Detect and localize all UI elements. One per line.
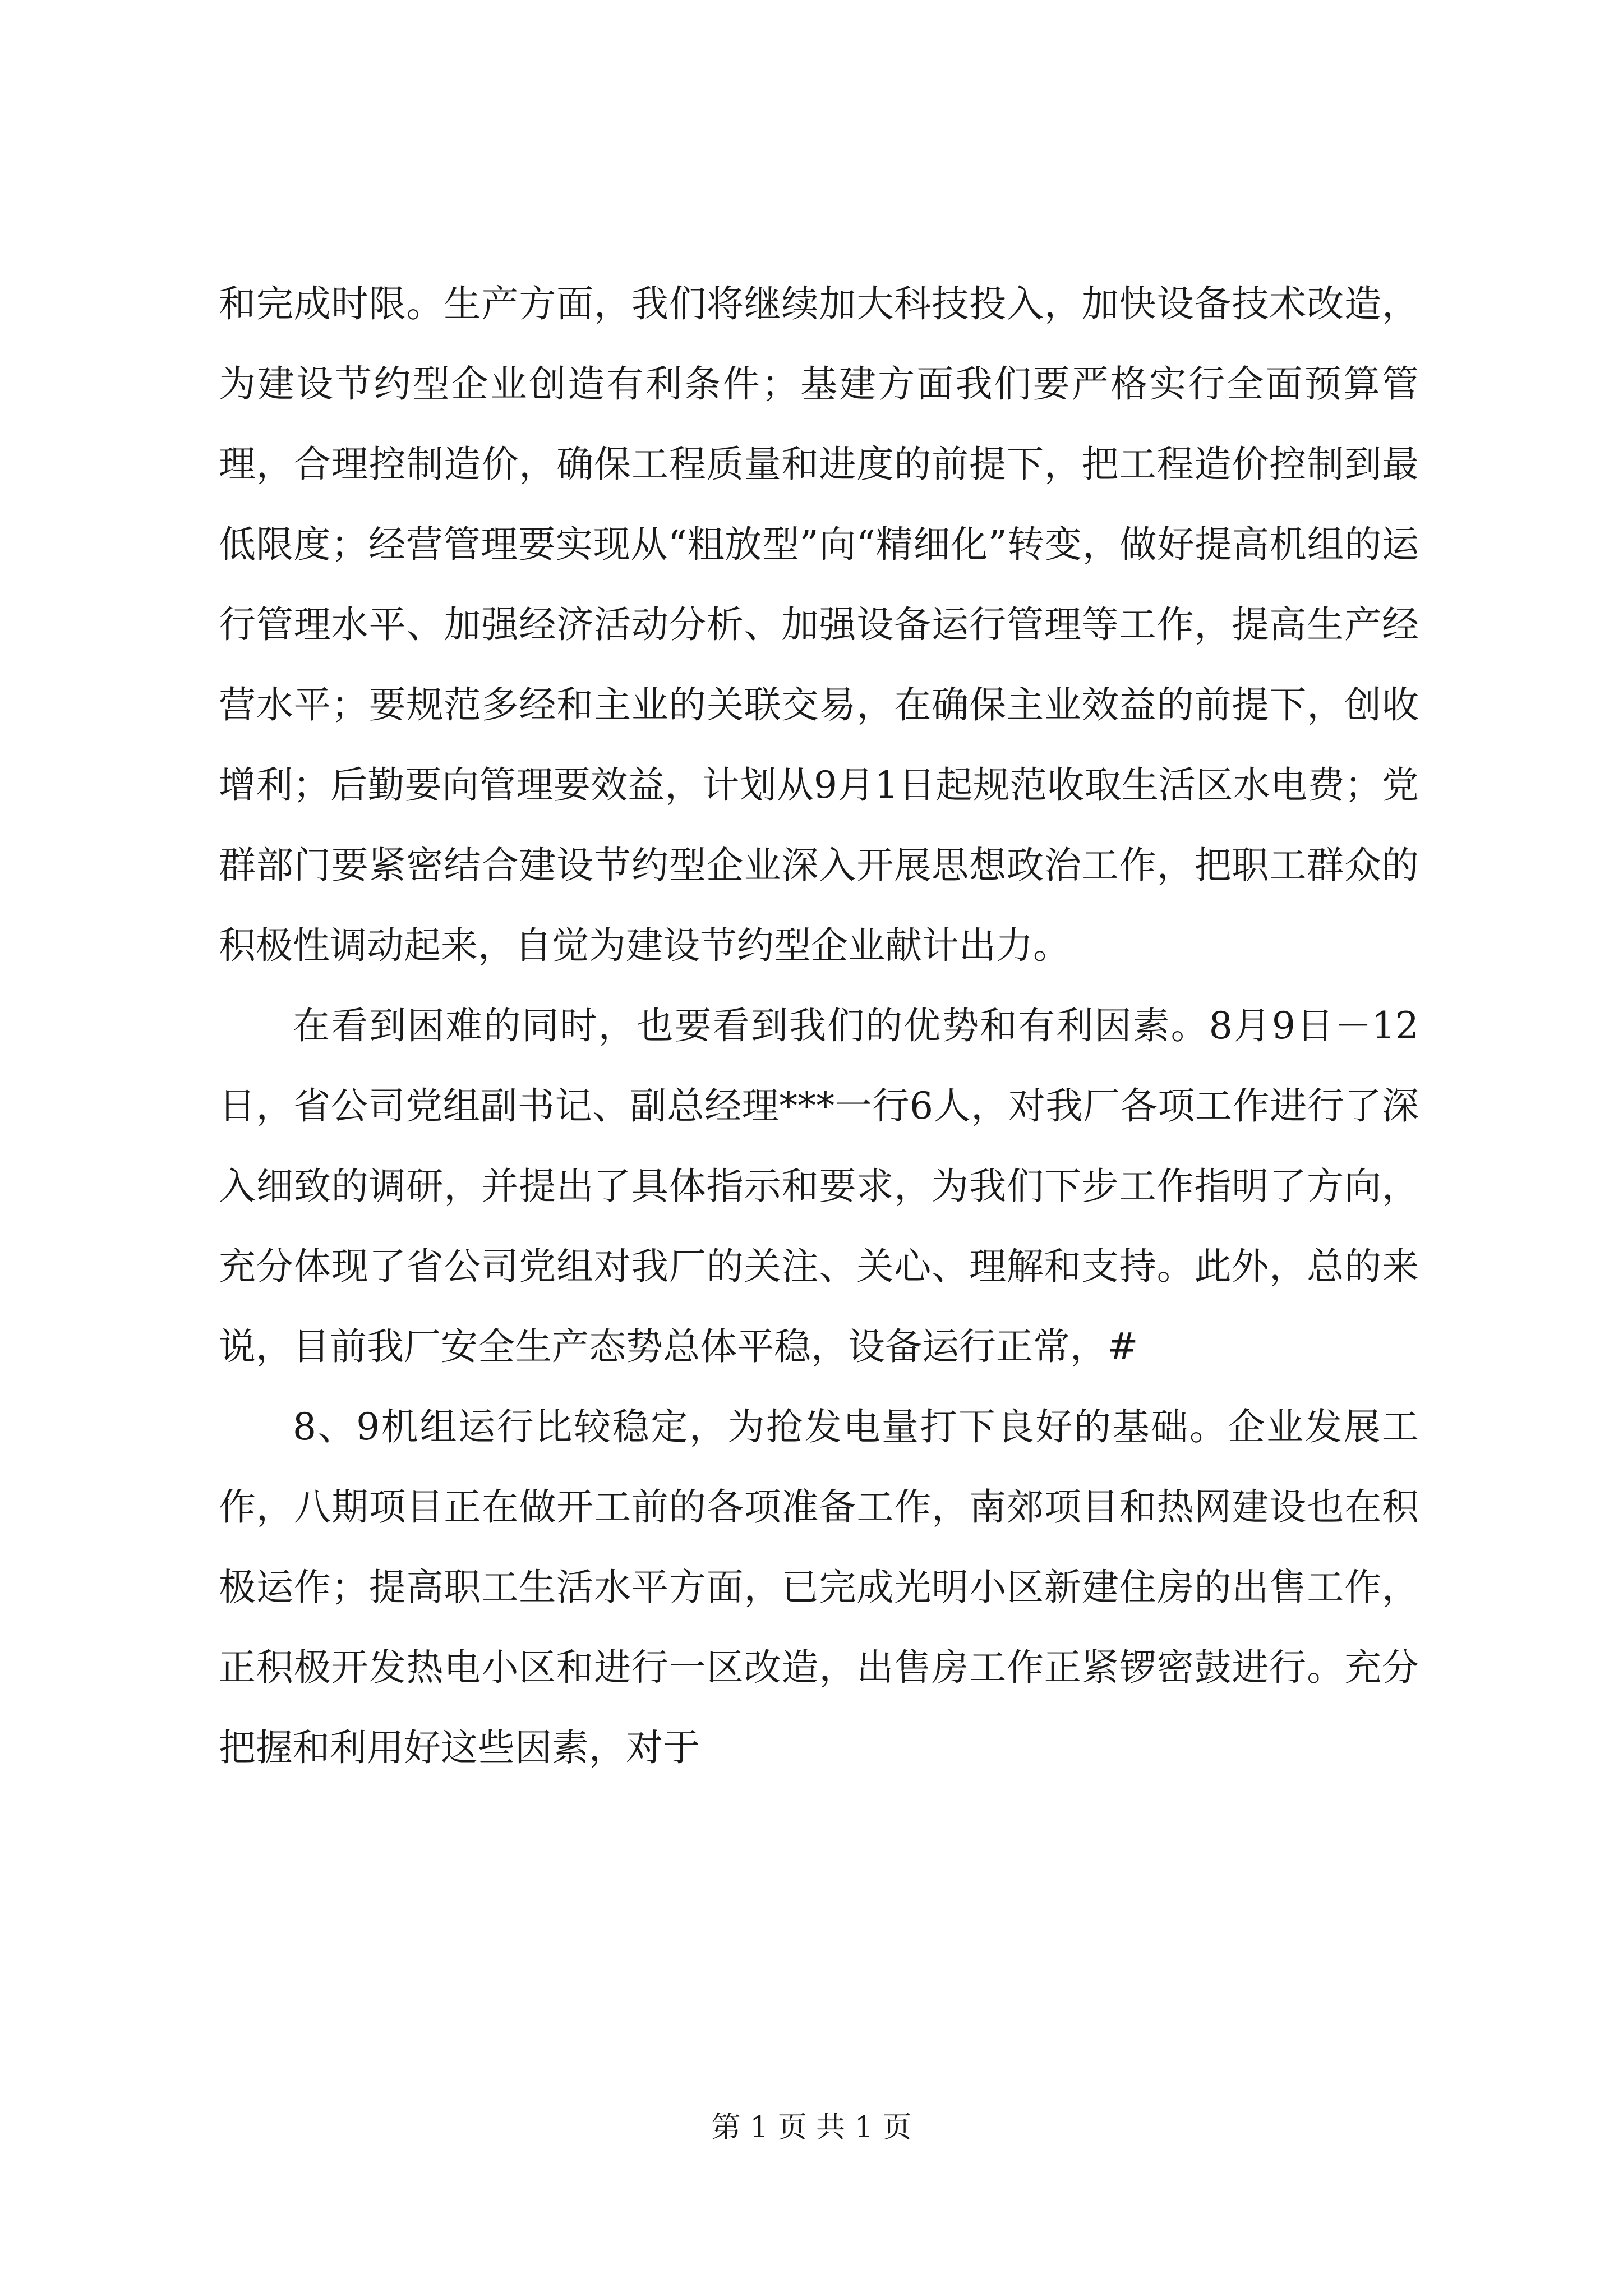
paragraph-1: 和完成时限。生产方面，我们将继续加大科技投入，加快设备技术改造，为建设节约型企业创造有利条件；基建方面我们要严格实行全面预算管理，合理控制造价，确保工程质量和进度的前提下，把工程造价控制到最低限度；经营管理要实现从“粗放型”向“精细化”转变，做好提高机组的运行管理水平、加强经济活动分析、加强设备运行管理等工作，提高生产经营水平；要规范多经和主业的关联交易，在确保主业效益的前提下，创收增利；后勤要向管理要效益，计划从9月1日起规范收取生活区水电费；党群部门要紧密结合建设节约型企业深入开展思想政治工作，把职工群众的积极性调动起来，自觉为建设节约型企业献计出力。 [219,282,1419,967]
paragraph-2: 在看到困难的同时，也要看到我们的优势和有利因素。8月9日－12日，省公司党组副书记、副总经理***一行6人，对我厂各项工作进行了深入细致的调研，并提出了具体指示和要求，为我们下步工作指明了方向，充分体现了省公司党组对我厂的关注、关心、理解和支持。此外，总的来说，目前我厂安全生产态势总体平稳，设备运行正常，# [219,1004,1419,1368]
page-number-footer: 第 1 页 共 1 页 [711,2111,912,2145]
document-body [219,264,1419,1788]
paragraph-3: 8、9机组运行比较稳定，为抢发电量打下良好的基础。企业发展工作，八期项目正在做开工前的各项准备工作，南郊项目和热网建设也在积极运作；提高职工生活水平方面，已完成光明小区新建住房的出售工作，正积极开发热电小区和进行一区改造，出售房工作正紧锣密鼓进行。充分把握和利用好这些因素，对于 [219,1405,1419,1769]
